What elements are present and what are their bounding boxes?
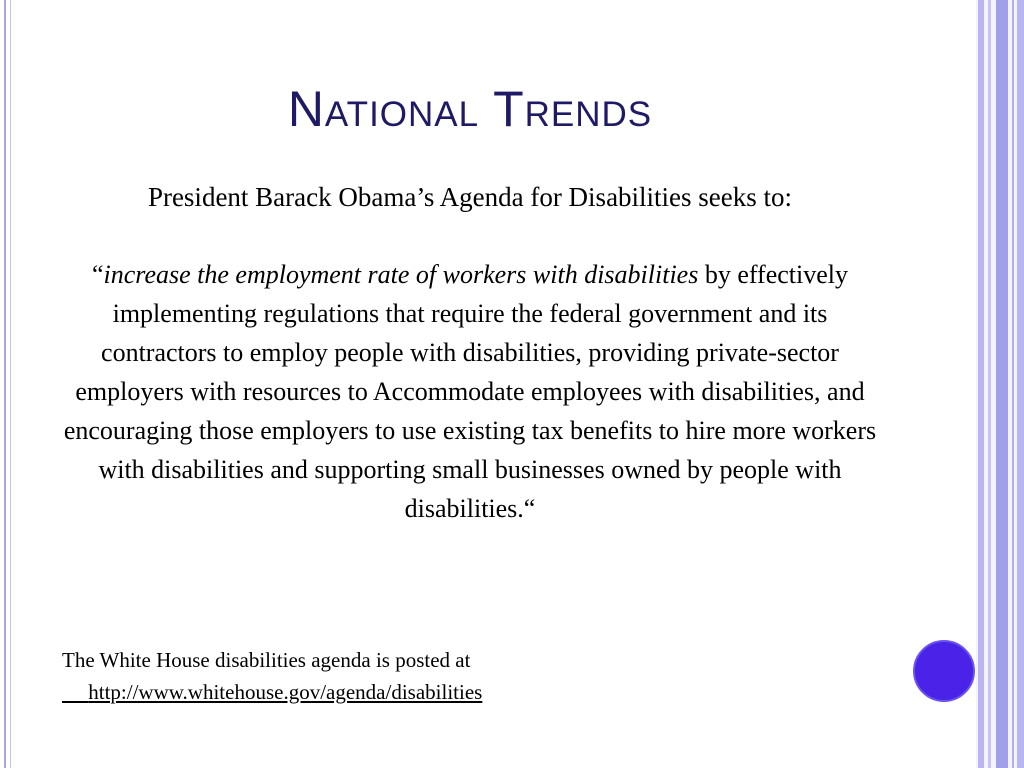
slide-title: National Trends bbox=[287, 81, 653, 137]
decorative-circle bbox=[913, 640, 975, 702]
quote-open-mark: “ bbox=[91, 260, 104, 289]
link-indent bbox=[62, 680, 88, 704]
agenda-link[interactable] bbox=[62, 676, 882, 708]
link-url: http://www.whitehouse.gov/agenda/disabilities bbox=[88, 680, 483, 704]
source-text: The White House disabilities agenda is posted at bbox=[62, 648, 471, 672]
right-stripe bbox=[988, 0, 991, 768]
lead-sentence: President Barack Obama’s Agenda for Disabilities seeks to: bbox=[147, 182, 793, 212]
source-note bbox=[62, 644, 882, 708]
quote-emphasis: increase the employment rate of workers with disabilities bbox=[103, 260, 699, 289]
agenda-quote bbox=[55, 255, 885, 528]
right-stripe bbox=[978, 0, 984, 768]
right-stripe bbox=[1017, 0, 1024, 768]
right-stripe bbox=[1012, 0, 1014, 768]
right-stripe bbox=[996, 0, 1008, 768]
quote-body: by effectively implementing regulations that require the federal government and its contractors to employ people with disabilities, providing private-sector employers with resources to Accommodate employees with disabilities, and encouraging those employers to use existing tax benefits to hire more workers with disabilities and supporting small businesses owned by people with disabilities.“ bbox=[63, 260, 877, 523]
